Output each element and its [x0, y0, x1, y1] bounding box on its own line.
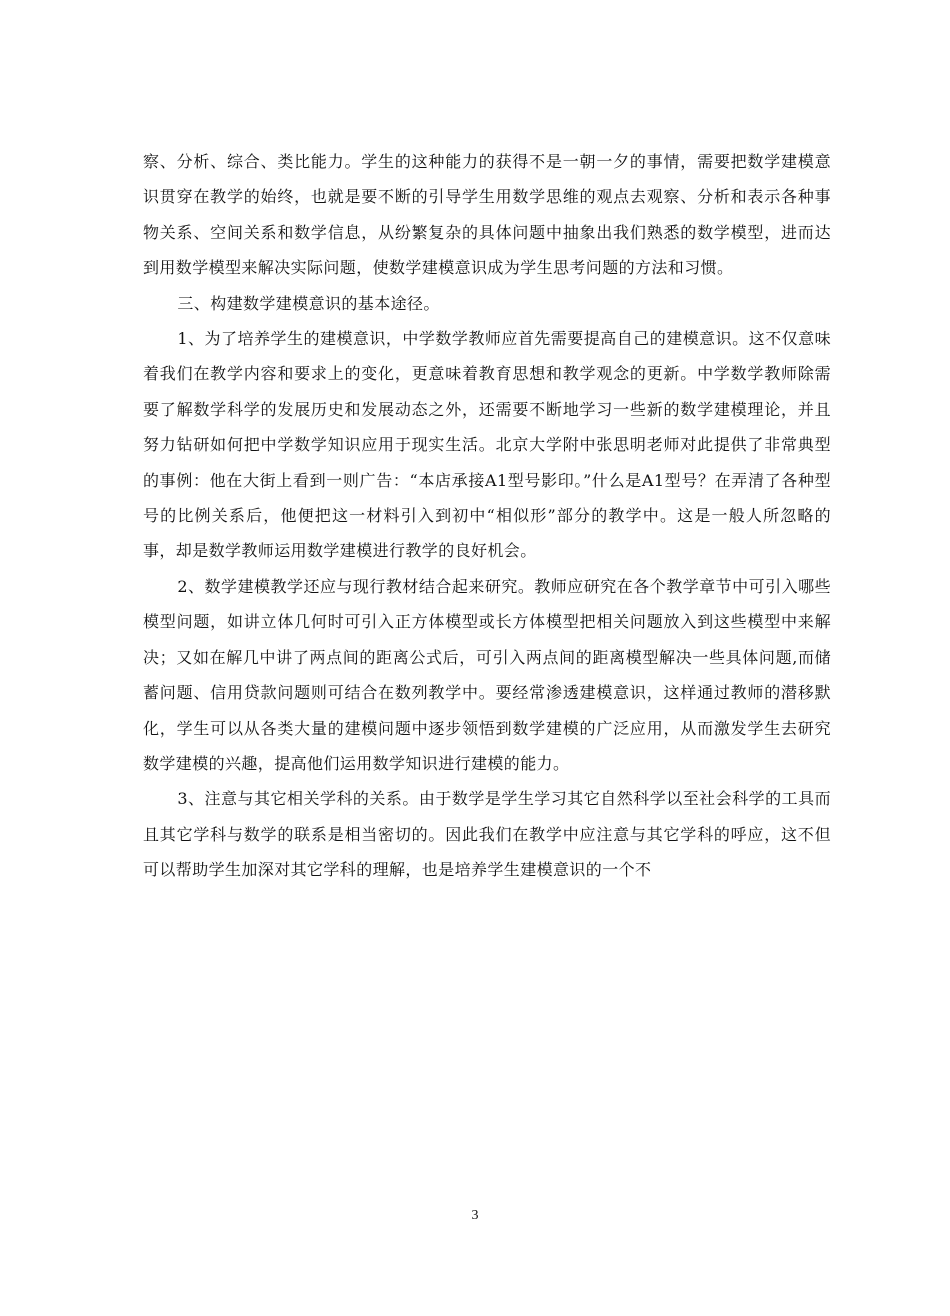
paragraph-item-3: 3、注意与其它相关学科的关系。由于数学是学生学习其它自然科学以至社会科学的工具而且其它学科与数学的联系是相当密切的。因此我们在教学中应注意与其它学科的呼应，这不但可以帮助学生加深对其它学科的理解，也是培养学生建模意识的一个不: [143, 789, 831, 880]
page-number: 3: [471, 1208, 479, 1223]
section-heading: 三、构建数学建模意识的基本途径。: [177, 293, 440, 313]
paragraph-continuation: 察、分析、综合、类比能力。学生的这种能力的获得不是一朝一夕的事情，需要把数学建模意识贯穿在教学的始终，也就是要不断的引导学生用数学思维的观点去观察、分析和表示各种事物关系、空间关系和数学信息，从纷繁复杂的具体问题中抽象出我们熟悉的数学模型，进而达到用数学模型来解决实际问题，使数学建模意识成为学生思考问题的方法和习惯。: [143, 152, 831, 278]
paragraph-item-2: 2、数学建模教学还应与现行教材结合起来研究。教师应研究在各个教学章节中可引入哪些模型问题，如讲立体几何时可引入正方体模型或长方体模型把相关问题放入到这些模型中来解决；又如在解几中讲了两点间的距离公式后，可引入两点间的距离模型解决一些具体问题,而储蓄问题、信用贷款问题则可结合在数列教学中。要经常渗透建模意识，这样通过教师的潜移默化，学生可以从各类大量的建模问题中逐步领悟到数学建模的广泛应用，从而激发学生去研究数学建模的兴趣，提高他们运用数学知识进行建模的能力。: [143, 576, 831, 773]
body-text: [143, 144, 831, 888]
paragraph-item-1: 1、为了培养学生的建模意识，中学数学教师应首先需要提高自己的建模意识。这不仅意味着我们在教学内容和要求上的变化，更意味着教育思想和教学观念的更新。中学数学教师除需要了解数学科学的发展历史和发展动态之外，还需要不断地学习一些新的数学建模理论，并且努力钻研如何把中学数学知识应用于现实生活。北京大学附中张思明老师对此提供了非常典型的事例：他在大街上看到一则广告：“本店承接A1型号影印。”什么是A1型号？在弄清了各种型号的比例关系后，他便把这一材料引入到初中“相似形”部分的教学中。这是一般人所忽略的事，却是数学教师运用数学建模进行教学的良好机会。: [143, 329, 831, 561]
